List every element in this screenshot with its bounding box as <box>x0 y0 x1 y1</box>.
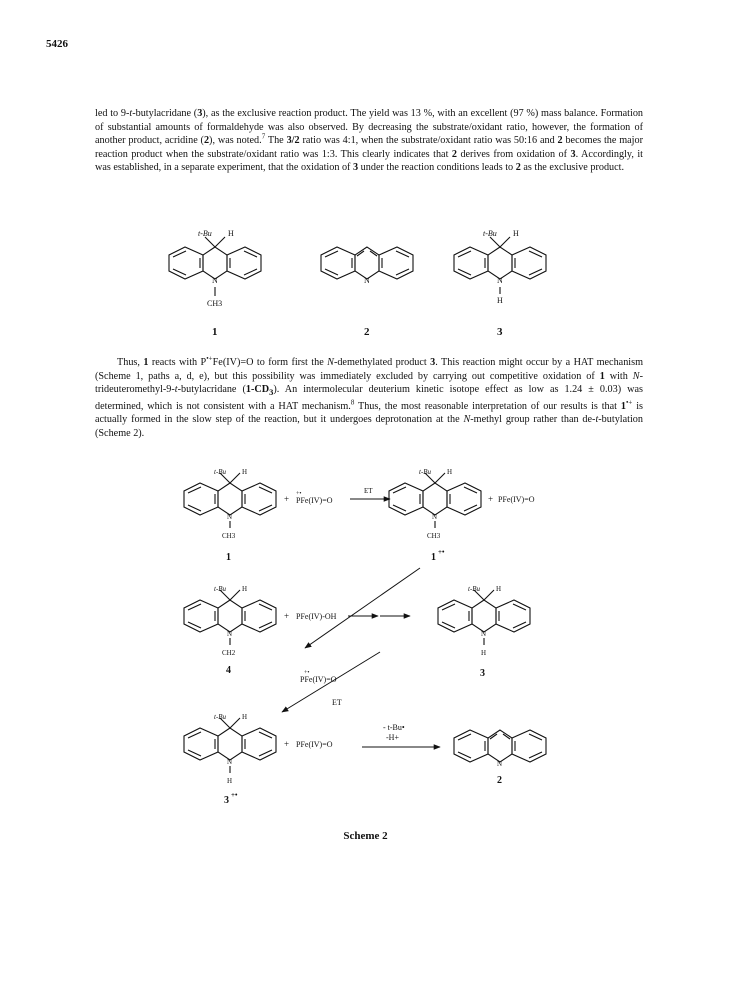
svg-text:H: H <box>513 229 519 238</box>
radcat-mark: +• <box>296 491 302 497</box>
page-number: 5426 <box>46 38 68 50</box>
minus-tbu: - t-Bu• <box>383 723 405 732</box>
svg-text:H: H <box>228 229 234 238</box>
svg-text:H: H <box>227 777 233 785</box>
scheme-1-start <box>184 468 276 563</box>
svg-text:t-Bu: t-Bu <box>483 229 497 238</box>
svg-text:2: 2 <box>364 326 370 338</box>
svg-text:N: N <box>212 276 218 285</box>
structure-1 <box>169 229 261 338</box>
svg-text:3: 3 <box>480 668 485 679</box>
svg-text:N: N <box>432 513 438 521</box>
plus-sign: + <box>284 739 290 749</box>
scheme-caption: Scheme 2 <box>343 830 388 842</box>
svg-text:H: H <box>447 468 453 476</box>
scheme-radical-cation-1 <box>389 468 481 563</box>
plus-sign: + <box>284 611 290 621</box>
reagent-oxo-1: PFe(IV)=O <box>498 495 535 504</box>
arrow-deprotonation <box>305 568 420 648</box>
svg-text:H: H <box>242 585 248 593</box>
paragraph-2: Thus, 1 reacts with P•+Fe(IV)=O to form first the N-demethylated product 3. This reaction might occur by a HAT mechanism (Scheme 1, paths a, d, e), but this possibility was immediately excluded by carrying out competitive oxidation of 1 with N-trideuteromethyl-9-t-butylacridane $(1-CD_3)$. An intermolecular deuterium kinetic isotope effect as low as 1.24 ± 0.03) was determined, which is not consistent with a HAT mechanism.$^8$ Thus, the most reasonable interpretation of our results is that 1•+ is actually formed in the slow step of the reaction, but it undergoes deprotonation at the N-methyl group rather than de-t-butylation (Scheme 2). <box>95 354 644 439</box>
svg-text:N: N <box>227 513 233 521</box>
reagent-oh: PFe(IV)-OH <box>296 612 337 621</box>
scheme-product-2 <box>454 730 546 786</box>
svg-text:1: 1 <box>212 326 218 338</box>
svg-text:t-Bu: t-Bu <box>214 713 227 721</box>
svg-text:t-Bu: t-Bu <box>468 585 481 593</box>
svg-text:1: 1 <box>431 552 436 563</box>
svg-text:H: H <box>242 713 248 721</box>
svg-text:H: H <box>242 468 248 476</box>
scheme-radical-cation-3 <box>184 713 276 806</box>
plus-sign: + <box>284 494 290 504</box>
svg-text:H: H <box>496 585 502 593</box>
minus-h: -H+ <box>386 733 399 742</box>
svg-text:+•: +• <box>231 791 238 799</box>
svg-text:t-Bu: t-Bu <box>214 585 227 593</box>
svg-text:+•: +• <box>438 548 445 556</box>
scheme-radical-4 <box>184 585 276 676</box>
structure-2 <box>321 247 413 338</box>
svg-text:3: 3 <box>497 326 503 338</box>
plus-sign: + <box>488 494 494 504</box>
svg-text:N: N <box>497 276 503 285</box>
reagent-oxo-radcat: PFe(IV)=O <box>296 496 333 505</box>
et-label-2: ET <box>332 698 342 707</box>
svg-text:CH3: CH3 <box>207 299 223 308</box>
svg-text:t-Bu: t-Bu <box>419 468 432 476</box>
svg-text:1: 1 <box>226 552 231 563</box>
svg-text:N: N <box>364 276 370 285</box>
reagent-oxo-radcat-2: PFe(IV)=O <box>300 675 337 684</box>
svg-text:3: 3 <box>224 795 229 806</box>
arrow-et-2 <box>282 652 380 712</box>
svg-text:t-Bu: t-Bu <box>198 229 212 238</box>
svg-text:N: N <box>497 760 503 768</box>
radcat-mark: +• <box>304 670 310 676</box>
scheme-product-3 <box>438 585 530 679</box>
svg-text:CH3: CH3 <box>427 532 441 540</box>
svg-text:H: H <box>497 296 503 305</box>
svg-text:N: N <box>227 758 233 766</box>
svg-text:4: 4 <box>226 665 231 676</box>
svg-text:CH3: CH3 <box>222 532 236 540</box>
et-label-1: ET <box>364 487 373 495</box>
svg-text:CH2: CH2 <box>222 649 236 657</box>
svg-text:t-Bu: t-Bu <box>214 468 227 476</box>
svg-text:2: 2 <box>497 775 502 786</box>
svg-text:N: N <box>227 630 233 638</box>
svg-text:H: H <box>481 649 487 657</box>
svg-text:N: N <box>481 630 487 638</box>
reagent-oxo-3: PFe(IV)=O <box>296 740 333 749</box>
structure-3 <box>454 229 546 338</box>
paragraph-1: led to 9-t-butylacridane (3), as the exclusive reaction product. The yield was 13 %, with an excellent (97 %) mass balance. Formation of substantial amounts of formaldehyde was also observed. By decreasing the substrate/oxidant ratio, however, the formation of another product, acridine (2), was noted.$^7$ The 3/2 ratio was 4:1, when the substrate/oxidant ratio was 50:16 and 2 becomes the major reaction product when the substrate/oxidant ratio was 1:3. This clearly indicates that 2 derives from oxidation of 3. Accordingly, it was established, in a separate experiment, that the oxidation of 3 under the reaction conditions leads to 2 as the exclusive product. <box>95 108 644 174</box>
